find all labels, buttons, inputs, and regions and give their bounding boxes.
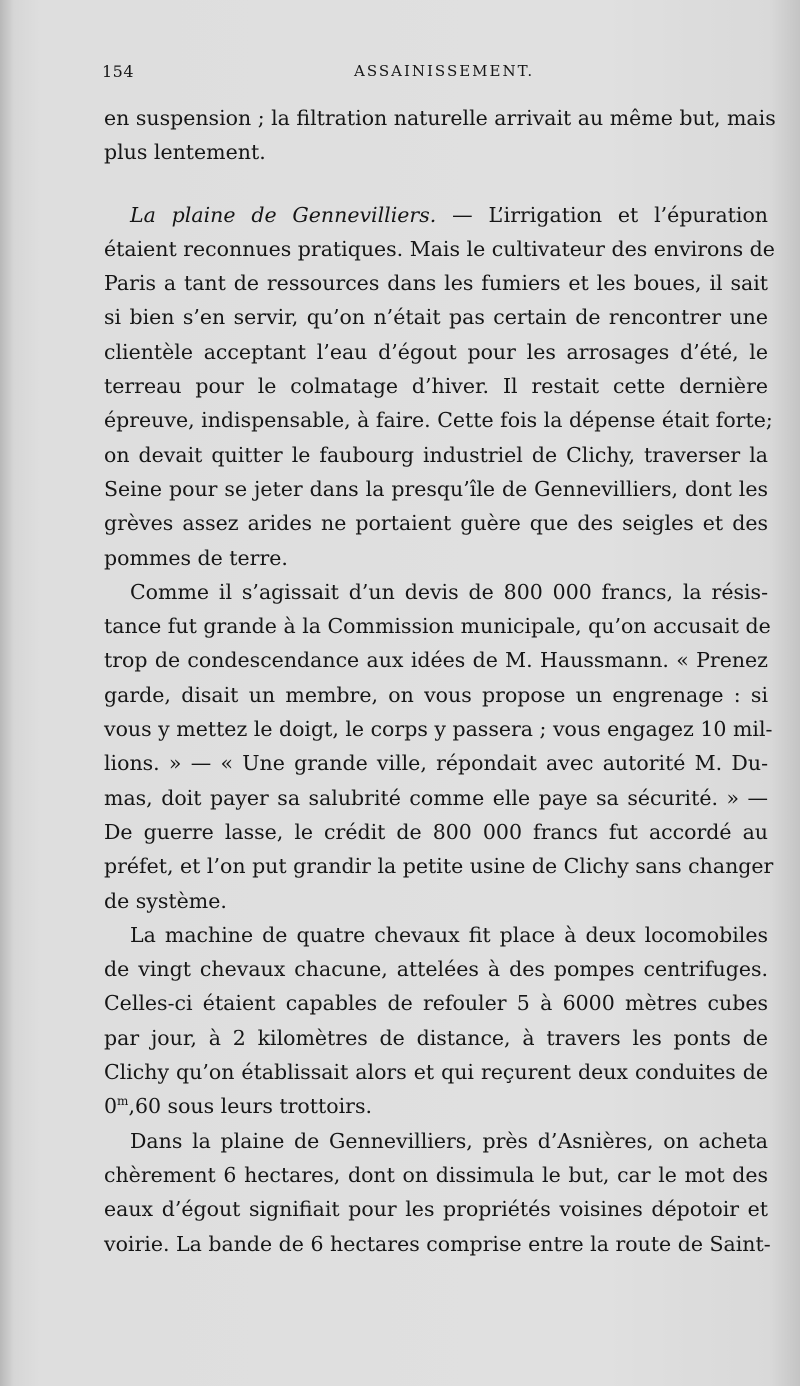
text-line: en suspension ; la filtration naturelle arrivait au même but, mais <box>104 106 776 130</box>
text-run: — L’irrigation et l’épuration <box>436 202 768 227</box>
text-line: plus lentement. <box>104 140 266 165</box>
paragraph-machine <box>104 918 768 1124</box>
text-line: grèves assez arides ne portaient guère que des seigles et des <box>104 511 768 536</box>
text-line: chèrement 6 hectares, dont on dissimula le but, car le mot des <box>104 1162 768 1187</box>
text-line: eaux d’égout signifiait pour les propriétés voisines dépotoir et <box>104 1197 768 1222</box>
text-run: ,60 sous leurs trottoirs. <box>128 1094 372 1119</box>
text-line: Seine pour se jeter dans la presqu’île de Gennevilliers, dont les <box>104 476 768 501</box>
page-number: 154 <box>102 62 135 81</box>
text-line: trop de condescendance aux idées de M. Haussmann. « Prenez <box>104 648 768 673</box>
text-line: tance fut grande à la Commission municipale, qu’on accusait de <box>104 614 771 639</box>
text-line: de système. <box>104 888 227 913</box>
text-line: vous y mettez le doigt, le corps y passera ; vous engagez 10 mil- <box>104 717 773 742</box>
text-line: terreau pour le colmatage d’hiver. Il restait cette dernière <box>104 374 768 399</box>
text-line: clientèle acceptant l’eau d’égout pour les arrosages d’été, le <box>104 339 768 364</box>
text-line: préfet, et l’on put grandir la petite usine de Clichy sans changer <box>104 854 774 879</box>
text-line: par jour, à 2 kilomètres de distance, à travers les ponts de <box>104 1025 768 1050</box>
body-text <box>104 101 776 1261</box>
text-run: 0 <box>104 1094 118 1119</box>
text-line: Paris a tant de ressources dans les fumiers et les boues, il sait <box>104 271 768 296</box>
superscript-unit: m <box>117 1094 129 1109</box>
text-line: étaient reconnues pratiques. Mais le cultivateur des environs de <box>104 236 775 261</box>
text-line: Dans la plaine de Gennevilliers, près d’Asnières, on acheta <box>130 1128 768 1153</box>
text-line: lions. » — « Une grande ville, répondait avec autorité M. Du- <box>104 751 768 776</box>
running-title: ASSAINISSEMENT. <box>354 62 535 80</box>
paragraph-gennevilliers <box>104 198 775 575</box>
text-line: Comme il s’agissait d’un devis de 800 000 francs, la résis- <box>130 579 768 604</box>
text-line: si bien s’en servir, qu’on n’était pas certain de rencontrer une <box>104 305 768 330</box>
text-line: La machine de quatre chevaux fit place à deux locomobiles <box>130 922 768 947</box>
paragraph-gap <box>104 170 768 198</box>
text-line <box>104 1089 768 1123</box>
text-line: garde, disait un membre, on vous propose un engrenage : si <box>104 682 768 707</box>
running-head <box>102 62 770 86</box>
text-line: voirie. La bande de 6 hectares comprise entre la route de Saint- <box>104 1231 771 1256</box>
text-line: on devait quitter le faubourg industriel de Clichy, traverser la <box>104 442 768 467</box>
text-line: pommes de terre. <box>104 545 288 570</box>
section-heading-line <box>104 198 768 232</box>
paragraph-asnieres <box>104 1124 771 1261</box>
text-line: De guerre lasse, le crédit de 800 000 francs fut accordé au <box>104 819 768 844</box>
section-title: La plaine de Gennevilliers. <box>130 202 437 227</box>
text-line: mas, doit payer sa salubrité comme elle paye sa sécurité. » — <box>104 785 768 810</box>
paragraph-commission <box>104 575 774 918</box>
paragraph-continuation <box>104 101 776 170</box>
text-line: épreuve, indispensable, à faire. Cette fois la dépense était forte; <box>104 408 773 433</box>
text-line: Celles-ci étaient capables de refouler 5 à 6000 mètres cubes <box>104 991 768 1016</box>
text-line: de vingt chevaux chacune, attelées à des pompes centrifuges. <box>104 957 768 982</box>
text-line: Clichy qu’on établissait alors et qui reçurent deux conduites de <box>104 1060 768 1085</box>
